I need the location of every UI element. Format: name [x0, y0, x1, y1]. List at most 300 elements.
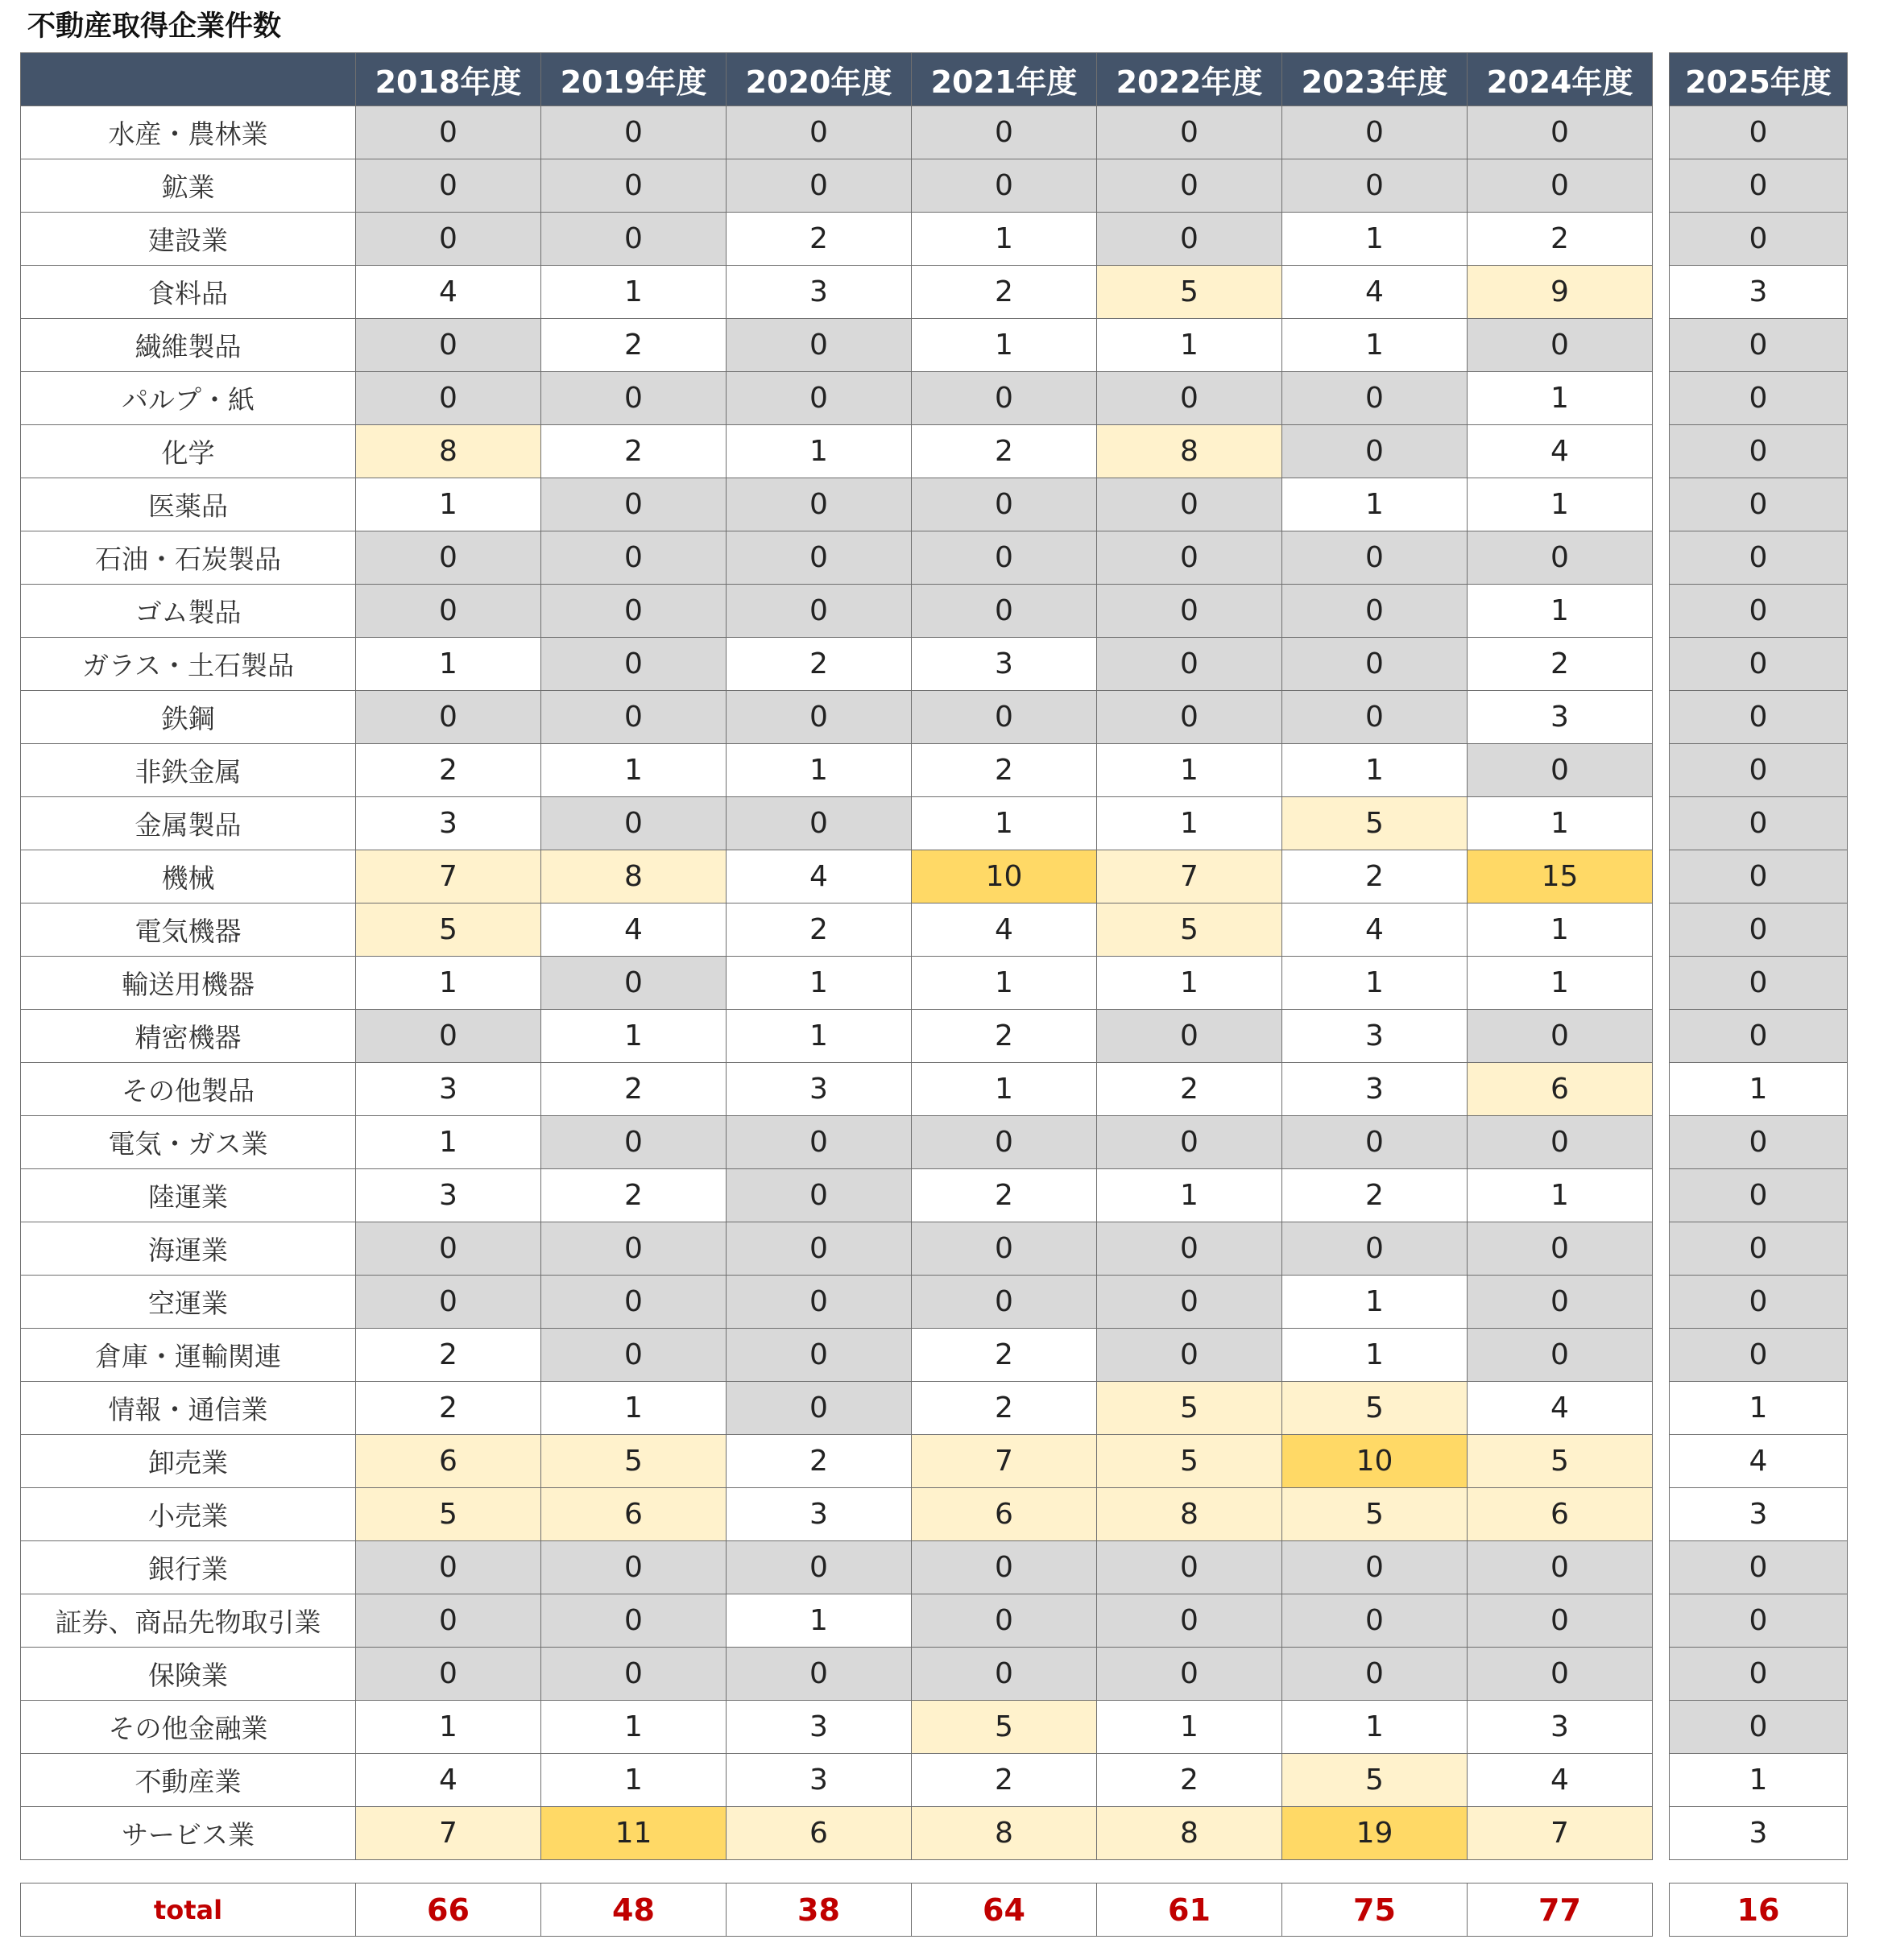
value-cell: 1 — [1670, 1382, 1848, 1435]
industry-label: 海運業 — [21, 1222, 356, 1276]
value-cell: 0 — [1670, 691, 1848, 744]
table-row — [21, 1648, 1848, 1701]
table-row — [21, 319, 1848, 372]
value-cell: 0 — [541, 585, 727, 638]
value-cell: 2 — [1097, 1063, 1282, 1116]
value-cell: 2 — [727, 213, 912, 266]
value-cell: 7 — [356, 1807, 541, 1860]
value-cell: 1 — [541, 266, 727, 319]
value-cell: 0 — [1468, 1648, 1653, 1701]
industry-label: 機械 — [21, 850, 356, 904]
value-cell: 0 — [541, 1648, 727, 1701]
total-label: total — [21, 1884, 356, 1937]
value-cell: 5 — [1282, 797, 1468, 850]
column-gap — [1653, 372, 1670, 425]
value-cell: 0 — [356, 1594, 541, 1648]
value-cell: 0 — [1468, 1594, 1653, 1648]
value-cell: 0 — [727, 478, 912, 531]
value-cell: 1 — [1282, 1276, 1468, 1329]
value-cell: 1 — [727, 744, 912, 797]
column-gap — [1653, 1648, 1670, 1701]
value-cell: 0 — [541, 1222, 727, 1276]
value-cell: 3 — [356, 797, 541, 850]
value-cell: 2 — [727, 904, 912, 957]
column-gap — [1653, 1169, 1670, 1222]
value-cell: 0 — [1670, 744, 1848, 797]
value-cell: 0 — [541, 531, 727, 585]
industry-label: 小売業 — [21, 1488, 356, 1541]
value-cell: 0 — [541, 1276, 727, 1329]
table-row — [21, 1329, 1848, 1382]
value-cell: 4 — [541, 904, 727, 957]
value-cell: 0 — [541, 957, 727, 1010]
value-cell: 2 — [541, 425, 727, 478]
industry-label: 食料品 — [21, 266, 356, 319]
spacer-row — [21, 1860, 1848, 1884]
industry-label: サービス業 — [21, 1807, 356, 1860]
value-cell: 0 — [1670, 106, 1848, 159]
value-cell: 4 — [356, 266, 541, 319]
value-cell: 1 — [1468, 1169, 1653, 1222]
value-cell: 0 — [1097, 213, 1282, 266]
column-gap — [1653, 1488, 1670, 1541]
value-cell: 10 — [1282, 1435, 1468, 1488]
value-cell: 0 — [727, 159, 912, 213]
value-cell: 6 — [1468, 1063, 1653, 1116]
column-gap — [1653, 744, 1670, 797]
value-cell: 1 — [1097, 744, 1282, 797]
value-cell: 0 — [541, 159, 727, 213]
value-cell: 1 — [1282, 319, 1468, 372]
value-cell: 0 — [1468, 1116, 1653, 1169]
total-value: 61 — [1097, 1884, 1282, 1937]
header-row — [21, 53, 1848, 106]
value-cell: 2 — [1282, 850, 1468, 904]
value-cell: 0 — [541, 1116, 727, 1169]
column-gap — [1653, 53, 1670, 106]
value-cell: 2 — [356, 744, 541, 797]
value-cell: 0 — [1670, 1169, 1848, 1222]
value-cell: 6 — [1468, 1488, 1653, 1541]
value-cell: 3 — [912, 638, 1097, 691]
value-cell: 0 — [356, 159, 541, 213]
value-cell: 3 — [727, 1063, 912, 1116]
column-gap — [1653, 1116, 1670, 1169]
value-cell: 1 — [541, 744, 727, 797]
table-row — [21, 1010, 1848, 1063]
value-cell: 0 — [727, 1276, 912, 1329]
value-cell: 2 — [912, 1010, 1097, 1063]
value-cell: 0 — [541, 1541, 727, 1594]
value-cell: 3 — [356, 1169, 541, 1222]
industry-label: 電気・ガス業 — [21, 1116, 356, 1169]
column-gap — [1653, 1701, 1670, 1754]
value-cell: 1 — [1468, 797, 1653, 850]
value-cell: 0 — [912, 1116, 1097, 1169]
value-cell: 1 — [1097, 1701, 1282, 1754]
value-cell: 0 — [727, 319, 912, 372]
table-row — [21, 1222, 1848, 1276]
value-cell: 0 — [541, 797, 727, 850]
value-cell: 0 — [1097, 1541, 1282, 1594]
value-cell: 0 — [1670, 1329, 1848, 1382]
value-cell: 0 — [912, 1276, 1097, 1329]
industry-label: 証券、商品先物取引業 — [21, 1594, 356, 1648]
table-row — [21, 1063, 1848, 1116]
column-gap — [1653, 904, 1670, 957]
industry-label: 輸送用機器 — [21, 957, 356, 1010]
value-cell: 0 — [1670, 850, 1848, 904]
value-cell: 2 — [912, 1754, 1097, 1807]
industry-label: 化学 — [21, 425, 356, 478]
value-cell: 1 — [1468, 372, 1653, 425]
value-cell: 1 — [541, 1382, 727, 1435]
value-cell: 0 — [541, 691, 727, 744]
value-cell: 2 — [912, 744, 1097, 797]
value-cell: 0 — [1282, 372, 1468, 425]
value-cell: 4 — [1670, 1435, 1848, 1488]
value-cell: 0 — [727, 1116, 912, 1169]
value-cell: 5 — [356, 904, 541, 957]
value-cell: 5 — [1097, 904, 1282, 957]
value-cell: 1 — [727, 1010, 912, 1063]
value-cell: 0 — [912, 691, 1097, 744]
value-cell: 0 — [356, 372, 541, 425]
value-cell: 3 — [1468, 1701, 1653, 1754]
value-cell: 8 — [356, 425, 541, 478]
value-cell: 0 — [1097, 372, 1282, 425]
value-cell: 2 — [541, 1063, 727, 1116]
value-cell: 1 — [727, 425, 912, 478]
value-cell: 2 — [541, 1169, 727, 1222]
value-cell: 1 — [1282, 478, 1468, 531]
value-cell: 1 — [356, 638, 541, 691]
table-row — [21, 585, 1848, 638]
value-cell: 0 — [356, 531, 541, 585]
value-cell: 11 — [541, 1807, 727, 1860]
value-cell: 5 — [1282, 1488, 1468, 1541]
industry-label: 倉庫・運輸関連 — [21, 1329, 356, 1382]
value-cell: 6 — [356, 1435, 541, 1488]
value-cell: 1 — [356, 1701, 541, 1754]
value-cell: 4 — [1468, 1382, 1653, 1435]
industry-label: 卸売業 — [21, 1435, 356, 1488]
value-cell: 1 — [541, 1754, 727, 1807]
year-header: 2018年度 — [356, 53, 541, 106]
industry-label: その他金融業 — [21, 1701, 356, 1754]
value-cell: 0 — [1282, 585, 1468, 638]
column-gap — [1653, 638, 1670, 691]
industry-label: 非鉄金属 — [21, 744, 356, 797]
table-row — [21, 638, 1848, 691]
value-cell: 3 — [356, 1063, 541, 1116]
industry-label: 保険業 — [21, 1648, 356, 1701]
value-cell: 0 — [1097, 106, 1282, 159]
column-gap — [1653, 1222, 1670, 1276]
column-gap — [1653, 850, 1670, 904]
table-row — [21, 957, 1848, 1010]
value-cell: 0 — [356, 1222, 541, 1276]
value-cell: 2 — [727, 638, 912, 691]
value-cell: 0 — [1097, 1648, 1282, 1701]
industry-label: 情報・通信業 — [21, 1382, 356, 1435]
table-row — [21, 1116, 1848, 1169]
value-cell: 0 — [727, 372, 912, 425]
value-cell: 1 — [1468, 904, 1653, 957]
column-gap — [1653, 585, 1670, 638]
value-cell: 2 — [912, 1329, 1097, 1382]
value-cell: 0 — [727, 1648, 912, 1701]
value-cell: 0 — [1468, 1541, 1653, 1594]
value-cell: 0 — [1097, 691, 1282, 744]
column-gap — [1653, 1754, 1670, 1807]
total-value: 66 — [356, 1884, 541, 1937]
value-cell: 0 — [356, 319, 541, 372]
year-header: 2025年度 — [1670, 53, 1848, 106]
table-row — [21, 1169, 1848, 1222]
value-cell: 0 — [727, 1382, 912, 1435]
value-cell: 3 — [727, 1488, 912, 1541]
value-cell: 0 — [1097, 1594, 1282, 1648]
year-header: 2021年度 — [912, 53, 1097, 106]
value-cell: 4 — [727, 850, 912, 904]
value-cell: 0 — [1468, 1329, 1653, 1382]
value-cell: 0 — [727, 1329, 912, 1382]
value-cell: 0 — [1282, 1541, 1468, 1594]
value-cell: 0 — [1282, 425, 1468, 478]
column-gap — [1653, 691, 1670, 744]
value-cell: 0 — [1670, 638, 1848, 691]
value-cell: 1 — [1468, 478, 1653, 531]
value-cell: 8 — [541, 850, 727, 904]
table-row — [21, 904, 1848, 957]
value-cell: 6 — [727, 1807, 912, 1860]
table-row — [21, 1488, 1848, 1541]
value-cell: 0 — [727, 797, 912, 850]
acquisition-table — [20, 52, 1848, 1937]
value-cell: 2 — [727, 1435, 912, 1488]
total-value: 75 — [1282, 1884, 1468, 1937]
value-cell: 0 — [1670, 1276, 1848, 1329]
value-cell: 0 — [1670, 1010, 1848, 1063]
value-cell: 0 — [1670, 1116, 1848, 1169]
value-cell: 5 — [356, 1488, 541, 1541]
table-row — [21, 1807, 1848, 1860]
total-row — [21, 1884, 1848, 1937]
value-cell: 0 — [541, 372, 727, 425]
value-cell: 1 — [1282, 744, 1468, 797]
value-cell: 8 — [1097, 1488, 1282, 1541]
value-cell: 0 — [1670, 478, 1848, 531]
column-gap — [1653, 531, 1670, 585]
value-cell: 6 — [541, 1488, 727, 1541]
table-row — [21, 1541, 1848, 1594]
value-cell: 4 — [1282, 266, 1468, 319]
value-cell: 0 — [356, 1276, 541, 1329]
column-gap — [1653, 106, 1670, 159]
year-header: 2019年度 — [541, 53, 727, 106]
value-cell: 0 — [1670, 425, 1848, 478]
industry-label: 水産・農林業 — [21, 106, 356, 159]
value-cell: 3 — [1468, 691, 1653, 744]
value-cell: 1 — [1097, 319, 1282, 372]
value-cell: 0 — [356, 1541, 541, 1594]
value-cell: 7 — [1468, 1807, 1653, 1860]
value-cell: 0 — [1097, 1222, 1282, 1276]
value-cell: 2 — [912, 1382, 1097, 1435]
value-cell: 0 — [727, 691, 912, 744]
value-cell: 0 — [912, 1222, 1097, 1276]
value-cell: 0 — [1282, 1116, 1468, 1169]
value-cell: 5 — [1282, 1754, 1468, 1807]
value-cell: 5 — [1097, 1435, 1282, 1488]
value-cell: 7 — [912, 1435, 1097, 1488]
value-cell: 1 — [1097, 957, 1282, 1010]
value-cell: 0 — [912, 106, 1097, 159]
value-cell: 2 — [541, 319, 727, 372]
industry-label: 医薬品 — [21, 478, 356, 531]
table-row — [21, 372, 1848, 425]
value-cell: 1 — [1670, 1754, 1848, 1807]
value-cell: 1 — [1282, 1701, 1468, 1754]
value-cell: 0 — [541, 1594, 727, 1648]
table-row — [21, 850, 1848, 904]
value-cell: 3 — [727, 1701, 912, 1754]
value-cell: 0 — [541, 106, 727, 159]
value-cell: 8 — [912, 1807, 1097, 1860]
value-cell: 6 — [912, 1488, 1097, 1541]
total-value: 64 — [912, 1884, 1097, 1937]
value-cell: 1 — [912, 1063, 1097, 1116]
value-cell: 0 — [1670, 319, 1848, 372]
value-cell: 1 — [356, 1116, 541, 1169]
value-cell: 0 — [1097, 1329, 1282, 1382]
value-cell: 0 — [1670, 213, 1848, 266]
column-gap — [1653, 797, 1670, 850]
value-cell: 5 — [912, 1701, 1097, 1754]
value-cell: 10 — [912, 850, 1097, 904]
value-cell: 0 — [1282, 691, 1468, 744]
value-cell: 0 — [1097, 638, 1282, 691]
value-cell: 0 — [1097, 1276, 1282, 1329]
value-cell: 0 — [912, 531, 1097, 585]
value-cell: 0 — [1097, 478, 1282, 531]
total-value: 48 — [541, 1884, 727, 1937]
industry-label: パルプ・紙 — [21, 372, 356, 425]
table-row — [21, 1701, 1848, 1754]
value-cell: 0 — [1670, 797, 1848, 850]
value-cell: 1 — [356, 478, 541, 531]
value-cell: 0 — [356, 691, 541, 744]
column-gap — [1653, 1063, 1670, 1116]
value-cell: 4 — [912, 904, 1097, 957]
value-cell: 0 — [1097, 1010, 1282, 1063]
industry-label: ゴム製品 — [21, 585, 356, 638]
value-cell: 5 — [1282, 1382, 1468, 1435]
value-cell: 0 — [1468, 1276, 1653, 1329]
value-cell: 0 — [1468, 744, 1653, 797]
value-cell: 2 — [912, 266, 1097, 319]
column-gap — [1653, 1594, 1670, 1648]
table-row — [21, 425, 1848, 478]
column-gap — [1653, 1435, 1670, 1488]
value-cell: 0 — [912, 159, 1097, 213]
table-row — [21, 266, 1848, 319]
value-cell: 0 — [541, 478, 727, 531]
column-gap — [1653, 1541, 1670, 1594]
value-cell: 2 — [356, 1329, 541, 1382]
value-cell: 7 — [356, 850, 541, 904]
value-cell: 1 — [1468, 957, 1653, 1010]
value-cell: 0 — [541, 213, 727, 266]
value-cell: 3 — [727, 1754, 912, 1807]
value-cell: 0 — [1670, 585, 1848, 638]
value-cell: 0 — [541, 638, 727, 691]
value-cell: 0 — [1670, 159, 1848, 213]
table-row — [21, 691, 1848, 744]
value-cell: 0 — [1670, 1222, 1848, 1276]
value-cell: 0 — [727, 106, 912, 159]
total-value: 77 — [1468, 1884, 1653, 1937]
table-row — [21, 1382, 1848, 1435]
value-cell: 2 — [912, 425, 1097, 478]
value-cell: 5 — [1097, 1382, 1282, 1435]
value-cell: 1 — [1670, 1063, 1848, 1116]
value-cell: 1 — [912, 957, 1097, 1010]
value-cell: 0 — [1282, 1222, 1468, 1276]
industry-label: 鉱業 — [21, 159, 356, 213]
column-gap — [1653, 266, 1670, 319]
industry-label: 金属製品 — [21, 797, 356, 850]
value-cell: 2 — [1468, 213, 1653, 266]
value-cell: 0 — [727, 585, 912, 638]
column-gap — [1653, 957, 1670, 1010]
value-cell: 0 — [356, 1010, 541, 1063]
column-gap — [1653, 159, 1670, 213]
value-cell: 1 — [541, 1701, 727, 1754]
value-cell: 0 — [356, 213, 541, 266]
value-cell: 2 — [1282, 1169, 1468, 1222]
value-cell: 0 — [727, 531, 912, 585]
value-cell: 0 — [1468, 1222, 1653, 1276]
column-gap — [1653, 1807, 1670, 1860]
value-cell: 0 — [912, 372, 1097, 425]
column-gap — [1653, 1010, 1670, 1063]
table-row — [21, 1754, 1848, 1807]
value-cell: 0 — [1097, 1116, 1282, 1169]
value-cell: 2 — [1468, 638, 1653, 691]
value-cell: 1 — [1468, 585, 1653, 638]
value-cell: 0 — [356, 585, 541, 638]
value-cell: 0 — [1670, 1648, 1848, 1701]
industry-label: 陸運業 — [21, 1169, 356, 1222]
value-cell: 1 — [356, 957, 541, 1010]
column-gap — [1653, 1884, 1670, 1937]
value-cell: 3 — [1282, 1063, 1468, 1116]
year-header: 2024年度 — [1468, 53, 1653, 106]
table-row — [21, 159, 1848, 213]
value-cell: 0 — [1097, 159, 1282, 213]
value-cell: 4 — [356, 1754, 541, 1807]
column-gap — [1653, 319, 1670, 372]
table-row — [21, 797, 1848, 850]
value-cell: 4 — [1282, 904, 1468, 957]
value-cell: 1 — [1282, 1329, 1468, 1382]
value-cell: 0 — [1097, 585, 1282, 638]
value-cell: 5 — [541, 1435, 727, 1488]
value-cell: 0 — [1468, 159, 1653, 213]
value-cell: 0 — [1282, 1648, 1468, 1701]
